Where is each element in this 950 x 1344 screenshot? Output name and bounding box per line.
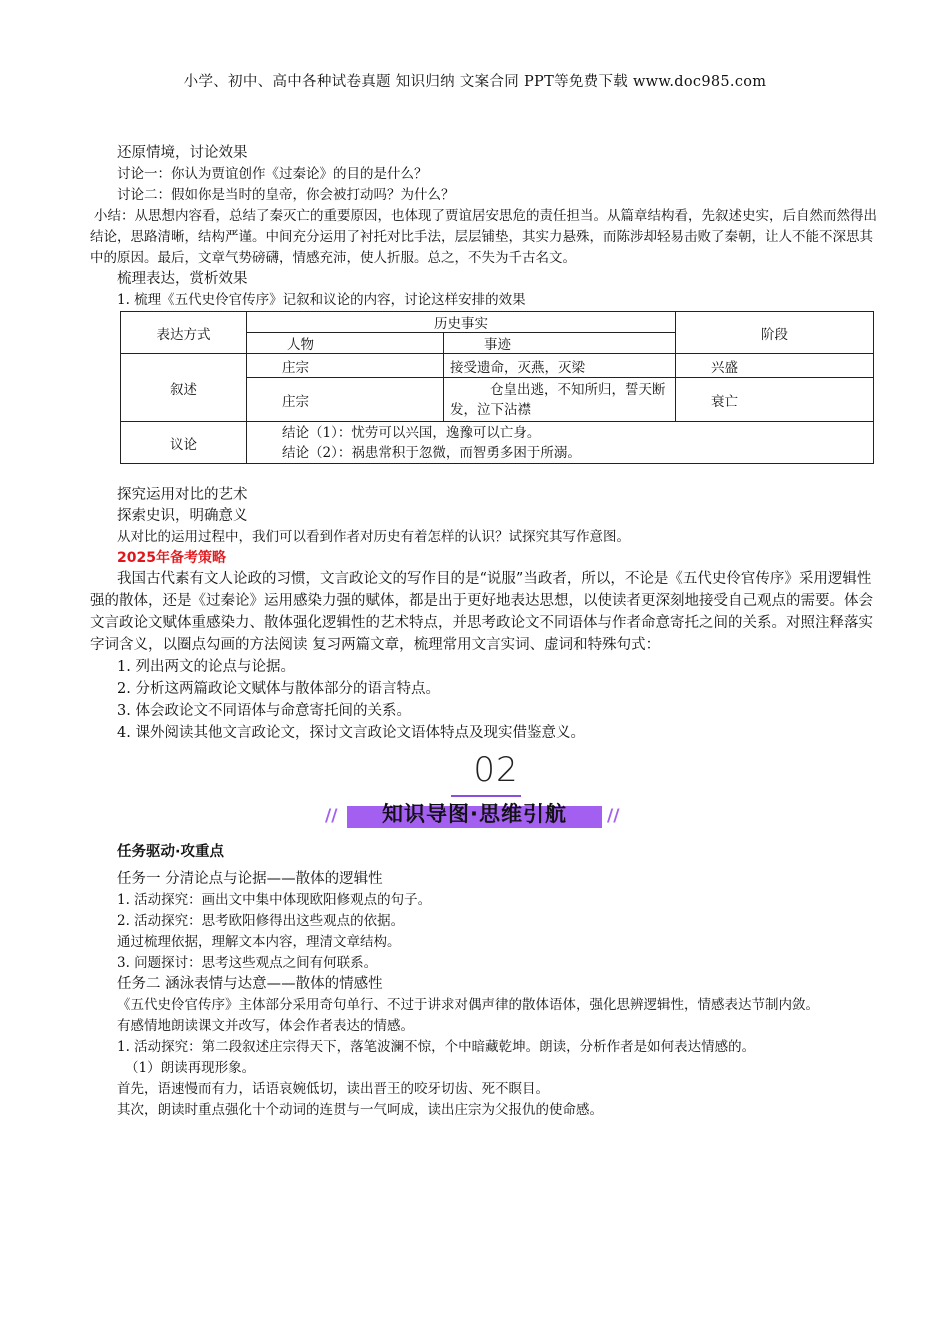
banner-slash-right: // [607,806,620,826]
conclusion-2: 结论（2）：祸患常积于忽微，而智勇多困于所溺。 [282,444,581,461]
main-content [90,143,877,1121]
task2-para-3: 1. 活动探究：第二段叙述庄宗得天下，落笔波澜不惊，个中暗藏乾坤。朗读，分析作者是如何表达情感的。 [117,1039,756,1055]
task2-para-1: 《五代史伶官传序》主体部分采用奇句单行、不过于讲求对偶声律的散体语体，强化思辨逻辑性，情感表达节制内敛。 [117,997,819,1013]
row1-person: 庄宗 [247,354,444,378]
table-header-person: 人物 [247,333,444,354]
conclusions-cell [247,422,874,464]
banner-number: 02 [473,750,519,790]
strategy-title: 2025年备考策略 [117,550,226,566]
discussion-2: 讨论二：假如你是当时的皇帝，你会被打动吗？为什么？ [117,187,455,203]
task1-item-4: 3. 问题探讨：思考这些观点之间有何联系。 [117,955,378,971]
section3-text: 从对比的运用过程中，我们可以看到作者对历史有着怎样的认识？试探究其写作意图。 [117,529,630,545]
task1-item-2: 2. 活动探究：思考欧阳修得出这些观点的依据。 [117,913,405,929]
row2-person: 庄宗 [247,378,444,422]
table-header-stage: 阶段 [676,312,874,354]
table-header-history: 历史事实 [247,312,676,333]
strategy-item-2: 2. 分析这两篇政论文赋体与散体部分的语言特点。 [117,681,440,697]
strategy-paragraph: 我国古代素有文人论政的习惯，文言政论文的写作目的是“说服”当政者，所以，不论是《五代史伶官传序》采用逻辑性强的散体，还是《过秦论》运用感染力强的赋体，都是出于更好地表达思想，以使读者更深刻地接受自己观点的需要。体会文言政论文赋体重感染力、散体强化逻辑性的艺术特点，并思考政论文不同语体与作者命意寄托之间的关系。对照注释落实字词含义，以圈点勾画的方法阅读 复习两篇文章，梳理常用文言实词、虚词和特殊句式： [90,571,873,653]
row2-stage: 衰亡 [676,378,874,422]
section2-heading: 梳理表达，赏析效果 [117,271,248,287]
task2-sub: （1）朗读再现形象。 [125,1060,256,1076]
task2-para-2: 有感情地朗读课文并改写，体会作者表达的情感。 [117,1018,414,1034]
banner-underline [451,795,521,797]
section1-heading: 还原情境，讨论效果 [117,145,248,161]
tasks-heading: 任务驱动·攻重点 [117,844,225,860]
table-header-deeds: 事迹 [444,333,676,354]
conclusion-1: 结论（1）：忧劳可以兴国，逸豫可以亡身。 [282,424,541,441]
banner-slash-left: // [325,806,338,826]
task2-title: 任务二 涵泳表情与达意——散体的情感性 [117,976,383,992]
summary-paragraph: 小结：从思想内容看，总结了秦灭亡的重要原因，也体现了贾谊居安思危的责任担当。从篇章结构看，先叙述史实，后自然而然得出结论，思路清晰，结构严谨。中间充分运用了衬托对比手法，层层铺垫，其实力悬殊，而陈涉却轻易击败了秦朝，让人不能不深思其中的原因。最后，文章气势磅礴，情感充沛，使人折服。总之，不失为千古名文。 [90,208,877,266]
task2-para-4: 首先，语速慢而有力，话语哀婉低切，读出晋王的咬牙切齿、死不瞑目。 [117,1081,549,1097]
argument-cell: 议论 [121,422,247,464]
strategy-item-4: 4. 课外阅读其他文言政论文，探讨文言政论文语体特点及现实借鉴意义。 [117,725,585,741]
section3-heading2: 探索史识，明确意义 [117,508,248,524]
row2-deeds: 仓皇出逃，不知所归，誓天断发，泣下沾襟 [444,378,676,422]
banner-title: 知识导图·思维引航 [382,802,567,826]
strategy-item-3: 3. 体会政论文不同语体与命意寄托间的关系。 [117,703,411,719]
narration-argument-table [120,311,874,464]
task2-para-5: 其次，朗读时重点强化十个动词的连贯与一气呵成，读出庄宗为父报仇的使命感。 [117,1102,603,1118]
task1-item-1: 1. 活动探究：画出文中集中体现欧阳修观点的句子。 [117,892,432,908]
strategy-item-1: 1. 列出两文的论点与论据。 [117,659,295,675]
row1-stage: 兴盛 [676,354,874,378]
discussion-1: 讨论一：你认为贾谊创作《过秦论》的目的是什么？ [117,166,428,182]
task1-item-3: 通过梳理依据，理解文本内容，理清文章结构。 [117,934,401,950]
task1-title: 任务一 分清论点与论据——散体的逻辑性 [117,871,383,887]
page-header: 小学、初中、高中各种试卷真题 知识归纳 文案合同 PPT等免费下载 www.doc985.com [183,74,767,90]
section3-heading1: 探究运用对比的艺术 [117,487,248,503]
narration-cell: 叙述 [121,354,247,422]
row1-deeds: 接受遗命，灭燕，灭梁 [444,354,676,378]
section2-item1: 1. 梳理《五代史伶官传序》记叙和议论的内容，讨论这样安排的效果 [117,292,526,308]
section-banner [117,750,877,830]
table-header-method: 表达方式 [121,312,247,354]
